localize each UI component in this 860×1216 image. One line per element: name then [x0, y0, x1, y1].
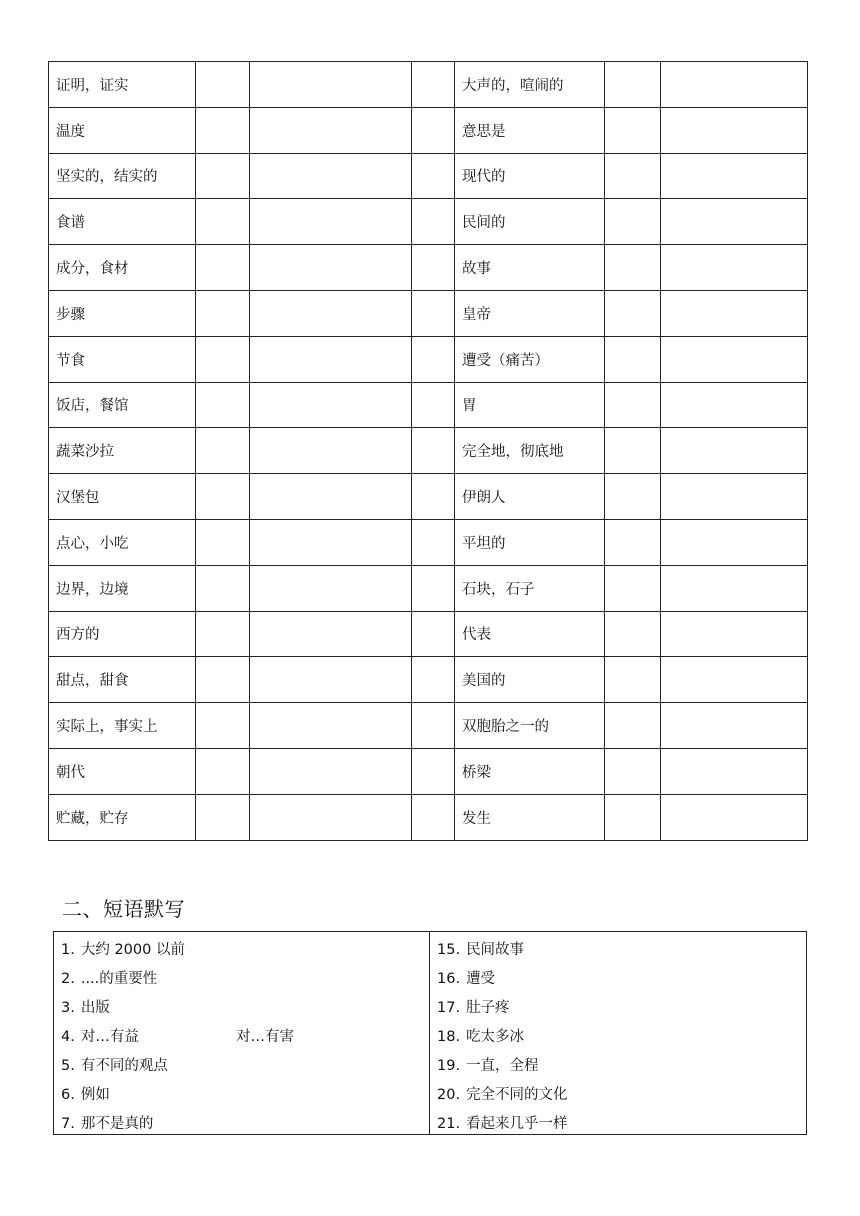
table-row [49, 107, 808, 153]
vocab-blank-cell[interactable] [250, 657, 412, 703]
vocab-chinese-left: 饭店，餐馆 [49, 382, 196, 428]
vocab-chinese-left: 甜点，甜食 [49, 657, 196, 703]
vocab-blank-cell[interactable] [661, 519, 808, 565]
vocab-blank-cell[interactable] [661, 62, 808, 108]
phrase-column-left [54, 932, 430, 1134]
vocab-chinese-right: 代表 [455, 611, 605, 657]
vocab-blank-cell[interactable] [250, 748, 412, 794]
vocab-blank-cell[interactable] [412, 519, 455, 565]
table-row [49, 153, 808, 199]
vocab-blank-cell[interactable] [605, 245, 661, 291]
vocab-blank-cell[interactable] [412, 290, 455, 336]
phrase-text: 那不是真的 [80, 1116, 154, 1132]
phrase-text: 看起来几乎一样 [466, 1116, 568, 1132]
vocab-blank-cell[interactable] [661, 748, 808, 794]
vocab-blank-cell[interactable] [196, 611, 250, 657]
vocab-blank-cell[interactable] [605, 703, 661, 749]
vocab-blank-cell[interactable] [412, 703, 455, 749]
phrase-number: 18. [437, 1029, 461, 1045]
vocab-blank-cell[interactable] [605, 748, 661, 794]
vocab-chinese-left: 节食 [49, 336, 196, 382]
phrase-box [53, 931, 807, 1135]
vocab-blank-cell[interactable] [661, 336, 808, 382]
table-row [49, 199, 808, 245]
vocab-chinese-right: 大声的，喧闹的 [455, 62, 605, 108]
vocab-blank-cell[interactable] [196, 703, 250, 749]
vocab-blank-cell[interactable] [250, 382, 412, 428]
vocab-blank-cell[interactable] [196, 336, 250, 382]
phrase-number: 21. [437, 1116, 461, 1132]
vocab-blank-cell[interactable] [412, 474, 455, 520]
vocab-blank-cell[interactable] [196, 565, 250, 611]
vocab-blank-cell[interactable] [196, 245, 250, 291]
vocab-blank-cell[interactable] [250, 290, 412, 336]
list-item [54, 965, 429, 994]
list-item [430, 1052, 806, 1081]
phrase-column-right [430, 932, 806, 1134]
vocab-blank-cell[interactable] [412, 657, 455, 703]
phrase-text: 完全不同的文化 [466, 1087, 568, 1103]
vocab-blank-cell[interactable] [196, 290, 250, 336]
vocab-blank-cell[interactable] [250, 428, 412, 474]
table-row [49, 611, 808, 657]
vocab-blank-cell[interactable] [661, 474, 808, 520]
table-row [49, 703, 808, 749]
table-row [49, 565, 808, 611]
list-item [54, 936, 429, 965]
vocab-blank-cell[interactable] [605, 107, 661, 153]
vocab-chinese-left: 食谱 [49, 199, 196, 245]
list-item [54, 994, 429, 1023]
vocab-chinese-left: 成分，食材 [49, 245, 196, 291]
vocab-chinese-right: 平坦的 [455, 519, 605, 565]
vocab-blank-cell[interactable] [196, 107, 250, 153]
vocab-blank-cell[interactable] [661, 703, 808, 749]
list-item [54, 1081, 429, 1110]
vocab-chinese-right: 双胞胎之一的 [455, 703, 605, 749]
vocab-blank-cell[interactable] [250, 519, 412, 565]
vocab-chinese-left: 坚实的，结实的 [49, 153, 196, 199]
vocab-blank-cell[interactable] [412, 107, 455, 153]
phrase-text: 遭受 [466, 971, 496, 987]
vocab-chinese-left: 温度 [49, 107, 196, 153]
vocab-blank-cell[interactable] [412, 794, 455, 840]
section-title: 二、短语默写 [62, 897, 185, 921]
phrase-number: 6. [61, 1087, 75, 1103]
vocab-blank-cell[interactable] [412, 62, 455, 108]
phrase-number: 3. [61, 1000, 75, 1016]
vocab-table [48, 61, 808, 841]
vocab-chinese-right: 胃 [455, 382, 605, 428]
vocab-chinese-left: 西方的 [49, 611, 196, 657]
vocab-blank-cell[interactable] [250, 245, 412, 291]
vocab-blank-cell[interactable] [196, 382, 250, 428]
vocab-blank-cell[interactable] [250, 199, 412, 245]
vocab-blank-cell[interactable] [605, 199, 661, 245]
vocab-chinese-left: 边界，边境 [49, 565, 196, 611]
phrase-text: 吃太多冰 [466, 1029, 525, 1045]
list-item [430, 1110, 806, 1139]
vocab-blank-cell[interactable] [412, 153, 455, 199]
vocab-chinese-left: 朝代 [49, 748, 196, 794]
vocab-blank-cell[interactable] [196, 199, 250, 245]
table-row [49, 474, 808, 520]
vocab-chinese-left: 蔬菜沙拉 [49, 428, 196, 474]
vocab-blank-cell[interactable] [605, 519, 661, 565]
vocab-chinese-left: 点心，小吃 [49, 519, 196, 565]
vocab-chinese-right: 石块，石子 [455, 565, 605, 611]
phrase-number: 1. [61, 942, 75, 958]
table-row [49, 62, 808, 108]
vocab-blank-cell[interactable] [250, 794, 412, 840]
vocab-blank-cell[interactable] [661, 199, 808, 245]
table-row [49, 290, 808, 336]
phrase-text: 一直，全程 [466, 1058, 539, 1074]
vocab-table-body [49, 62, 808, 841]
list-item [430, 994, 806, 1023]
table-row [49, 245, 808, 291]
phrase-number: 19. [437, 1058, 461, 1074]
phrase-number: 5. [61, 1058, 75, 1074]
list-item [430, 936, 806, 965]
vocab-blank-cell[interactable] [661, 428, 808, 474]
vocab-blank-cell[interactable] [196, 794, 250, 840]
vocab-blank-cell[interactable] [412, 245, 455, 291]
list-item [54, 1110, 429, 1139]
phrase-number: 20. [437, 1087, 461, 1103]
vocab-blank-cell[interactable] [250, 565, 412, 611]
phrase-text-extra: 对…有害 [236, 1029, 294, 1045]
vocab-blank-cell[interactable] [250, 153, 412, 199]
vocab-blank-cell[interactable] [196, 657, 250, 703]
vocab-blank-cell[interactable] [605, 474, 661, 520]
vocab-blank-cell[interactable] [661, 565, 808, 611]
vocab-chinese-right: 美国的 [455, 657, 605, 703]
vocab-blank-cell[interactable] [196, 748, 250, 794]
vocab-blank-cell[interactable] [661, 107, 808, 153]
vocab-blank-cell[interactable] [605, 62, 661, 108]
phrase-text: 肚子疼 [466, 1000, 510, 1016]
phrase-text: 对…有益 [80, 1029, 139, 1045]
vocab-blank-cell[interactable] [412, 382, 455, 428]
vocab-blank-cell[interactable] [412, 336, 455, 382]
vocab-blank-cell[interactable] [605, 611, 661, 657]
vocab-blank-cell[interactable] [661, 794, 808, 840]
phrase-number: 2. [61, 971, 75, 987]
vocab-blank-cell[interactable] [196, 62, 250, 108]
vocab-blank-cell[interactable] [196, 519, 250, 565]
vocab-chinese-left: 汉堡包 [49, 474, 196, 520]
vocab-blank-cell[interactable] [605, 290, 661, 336]
phrase-text: 出版 [80, 1000, 110, 1016]
vocab-blank-cell[interactable] [605, 794, 661, 840]
vocab-blank-cell[interactable] [605, 565, 661, 611]
phrase-number: 4. [61, 1029, 75, 1045]
phrase-number: 16. [437, 971, 461, 987]
vocab-blank-cell[interactable] [661, 382, 808, 428]
vocab-blank-cell[interactable] [661, 290, 808, 336]
vocab-blank-cell[interactable] [661, 611, 808, 657]
vocab-chinese-left: 实际上，事实上 [49, 703, 196, 749]
phrase-number: 17. [437, 1000, 461, 1016]
vocab-chinese-left: 步骤 [49, 290, 196, 336]
vocab-chinese-right: 桥梁 [455, 748, 605, 794]
vocab-chinese-right: 伊朗人 [455, 474, 605, 520]
vocab-chinese-right: 现代的 [455, 153, 605, 199]
table-row [49, 519, 808, 565]
table-row [49, 794, 808, 840]
vocab-chinese-left: 证明，证实 [49, 62, 196, 108]
list-item [54, 1023, 429, 1052]
vocab-chinese-right: 民间的 [455, 199, 605, 245]
table-row [49, 748, 808, 794]
vocab-blank-cell[interactable] [196, 153, 250, 199]
phrase-text: 例如 [80, 1087, 110, 1103]
vocab-blank-cell[interactable] [196, 474, 250, 520]
vocab-blank-cell[interactable] [250, 703, 412, 749]
vocab-blank-cell[interactable] [605, 336, 661, 382]
vocab-chinese-right: 皇帝 [455, 290, 605, 336]
list-item [430, 1081, 806, 1110]
phrase-text: ....的重要性 [80, 971, 158, 987]
vocab-blank-cell[interactable] [605, 428, 661, 474]
vocab-blank-cell[interactable] [605, 382, 661, 428]
vocab-chinese-right: 遭受（痛苦） [455, 336, 605, 382]
vocab-chinese-right: 发生 [455, 794, 605, 840]
list-item [430, 1023, 806, 1052]
list-item [54, 1052, 429, 1081]
vocab-blank-cell[interactable] [250, 107, 412, 153]
vocab-blank-cell[interactable] [412, 565, 455, 611]
list-item [430, 965, 806, 994]
vocab-blank-cell[interactable] [661, 245, 808, 291]
table-row [49, 336, 808, 382]
vocab-blank-cell[interactable] [250, 62, 412, 108]
vocab-blank-cell[interactable] [250, 474, 412, 520]
vocab-blank-cell[interactable] [250, 336, 412, 382]
phrase-text: 民间故事 [466, 942, 525, 958]
vocab-blank-cell[interactable] [605, 153, 661, 199]
vocab-chinese-right: 故事 [455, 245, 605, 291]
table-row [49, 382, 808, 428]
vocab-blank-cell[interactable] [605, 657, 661, 703]
vocab-blank-cell[interactable] [196, 428, 250, 474]
vocab-blank-cell[interactable] [661, 657, 808, 703]
table-row [49, 657, 808, 703]
vocab-blank-cell[interactable] [412, 199, 455, 245]
vocab-chinese-right: 完全地，彻底地 [455, 428, 605, 474]
phrase-number: 7. [61, 1116, 75, 1132]
phrase-text: 有不同的观点 [80, 1058, 168, 1074]
vocab-blank-cell[interactable] [250, 611, 412, 657]
phrase-text: 大约 2000 以前 [80, 942, 185, 958]
vocab-blank-cell[interactable] [412, 748, 455, 794]
phrase-number: 15. [437, 942, 461, 958]
vocab-chinese-left: 贮藏，贮存 [49, 794, 196, 840]
vocab-chinese-right: 意思是 [455, 107, 605, 153]
vocab-blank-cell[interactable] [412, 428, 455, 474]
vocab-blank-cell[interactable] [661, 153, 808, 199]
vocab-blank-cell[interactable] [412, 611, 455, 657]
table-row [49, 428, 808, 474]
